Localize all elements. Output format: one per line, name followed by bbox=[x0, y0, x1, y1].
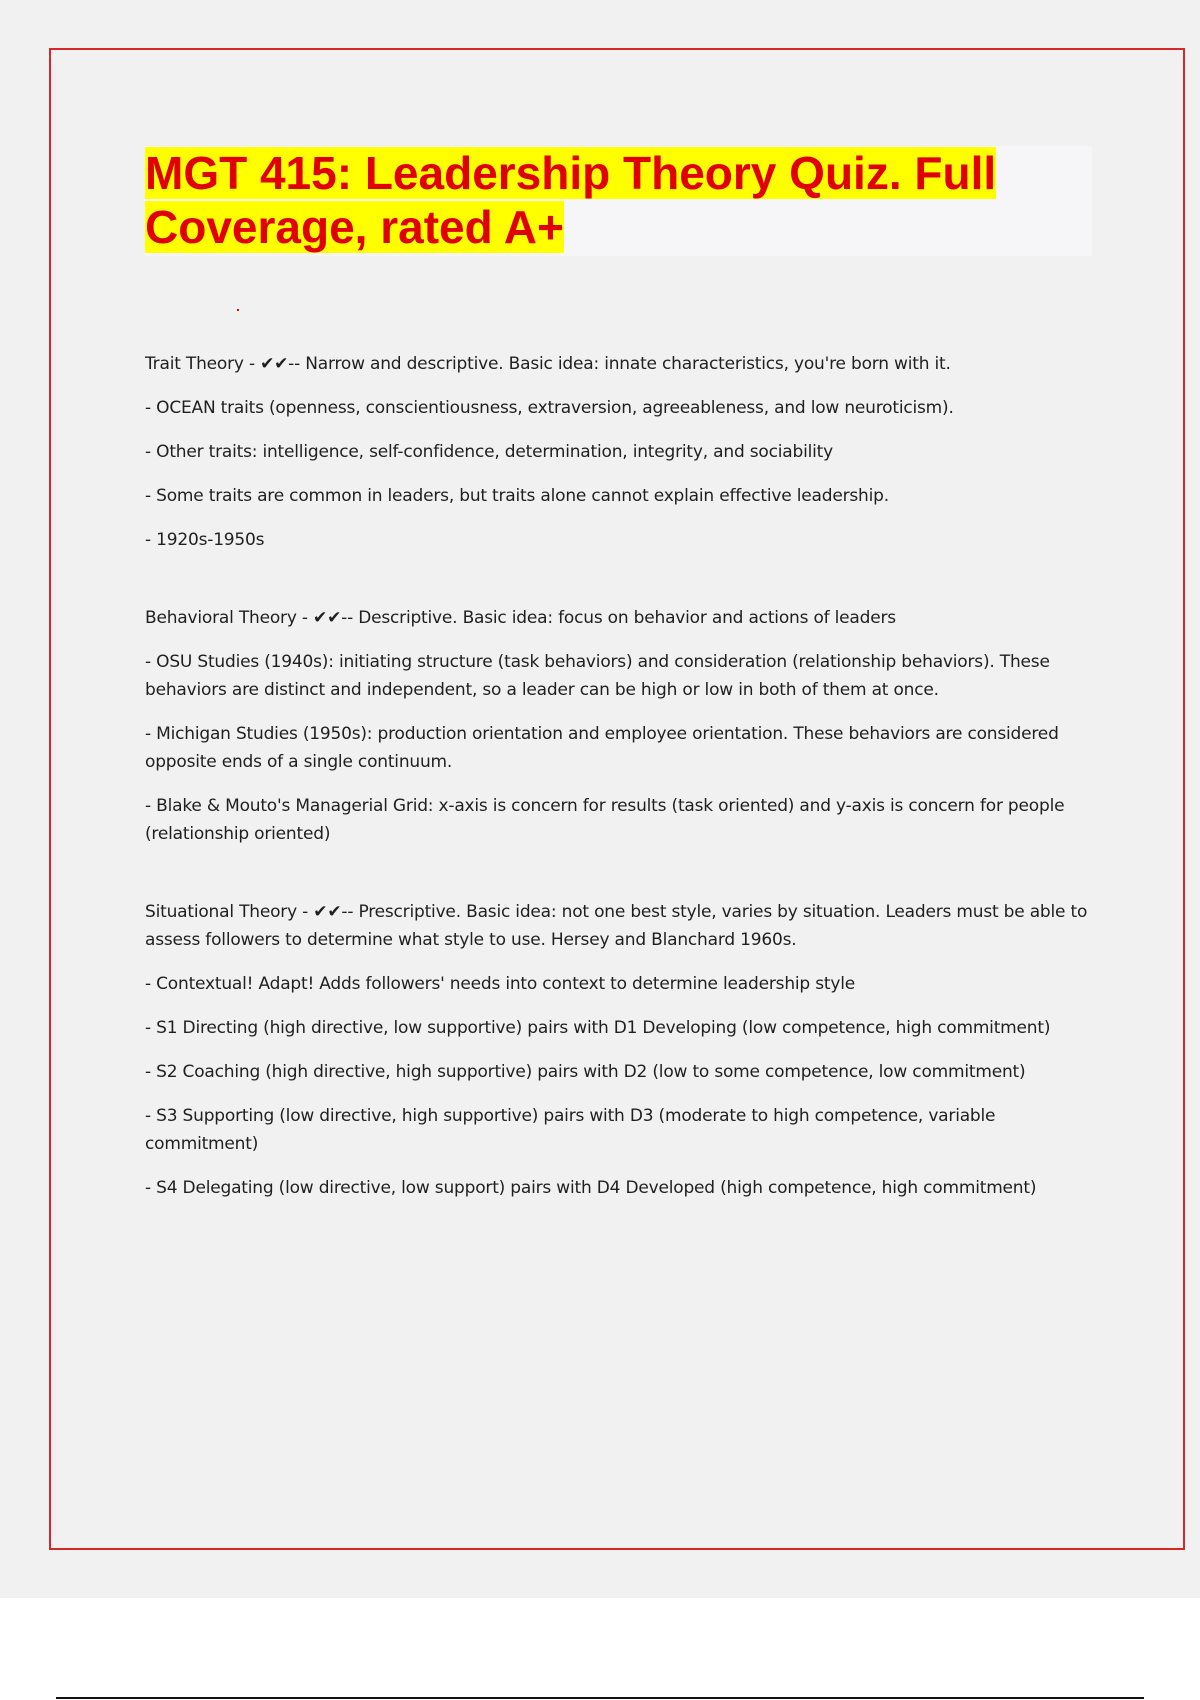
section-behavioral-theory bbox=[145, 604, 1090, 848]
title-block bbox=[145, 146, 1092, 256]
document-body bbox=[145, 350, 1090, 1218]
section-situational-theory bbox=[145, 898, 1090, 1202]
paragraph: - S4 Delegating (low directive, low support) pairs with D4 Developed (high competence, high commitment) bbox=[145, 1178, 1037, 1198]
title-line-2: Coverage, rated A+ bbox=[145, 201, 564, 253]
paragraph: - Some traits are common in leaders, but traits alone cannot explain effective leadership. bbox=[145, 486, 889, 506]
paragraph: - Blake & Mouto's Managerial Grid: x-axis is concern for results (task oriented) and y-axis is concern for people (relationship oriented) bbox=[145, 796, 1065, 844]
paragraph: Situational Theory - ✔✔-- Prescriptive. Basic idea: not one best style, varies by situation. Leaders must be able to assess followers to determine what style to use. Hersey and Blanchard 1960s. bbox=[145, 902, 1088, 950]
paragraph: - 1920s-1950s bbox=[145, 530, 265, 550]
paragraph: Behavioral Theory - ✔✔-- Descriptive. Basic idea: focus on behavior and actions of leaders bbox=[145, 608, 896, 628]
footer-rule bbox=[56, 1697, 1144, 1699]
paragraph: - S3 Supporting (low directive, high supportive) pairs with D3 (moderate to high competence, variable commitment) bbox=[145, 1106, 996, 1154]
title-line-1: MGT 415: Leadership Theory Quiz. Full bbox=[145, 147, 997, 199]
section-trait-theory bbox=[145, 350, 1090, 554]
paragraph: - Michigan Studies (1950s): production orientation and employee orientation. These behaviors are considered opposite ends of a single continuum. bbox=[145, 724, 1059, 772]
paragraph: - Other traits: intelligence, self-confidence, determination, integrity, and sociability bbox=[145, 442, 833, 462]
paragraph: - S2 Coaching (high directive, high supportive) pairs with D2 (low to some competence, low commitment) bbox=[145, 1062, 1026, 1082]
paragraph: - S1 Directing (high directive, low supportive) pairs with D1 Developing (low competence, high commitment) bbox=[145, 1018, 1051, 1038]
red-dot-mark bbox=[237, 309, 239, 311]
paragraph: - OSU Studies (1940s): initiating structure (task behaviors) and consideration (relationship behaviors). These behaviors are distinct and independent, so a leader can be high or low in both of them at once. bbox=[145, 652, 1050, 700]
paragraph: - OCEAN traits (openness, conscientiousness, extraversion, agreeableness, and low neuroticism). bbox=[145, 398, 954, 418]
paragraph: - Contextual! Adapt! Adds followers' needs into context to determine leadership style bbox=[145, 974, 855, 994]
document-title bbox=[145, 146, 1092, 254]
paragraph: Trait Theory - ✔✔-- Narrow and descriptive. Basic idea: innate characteristics, you're born with it. bbox=[145, 354, 951, 374]
